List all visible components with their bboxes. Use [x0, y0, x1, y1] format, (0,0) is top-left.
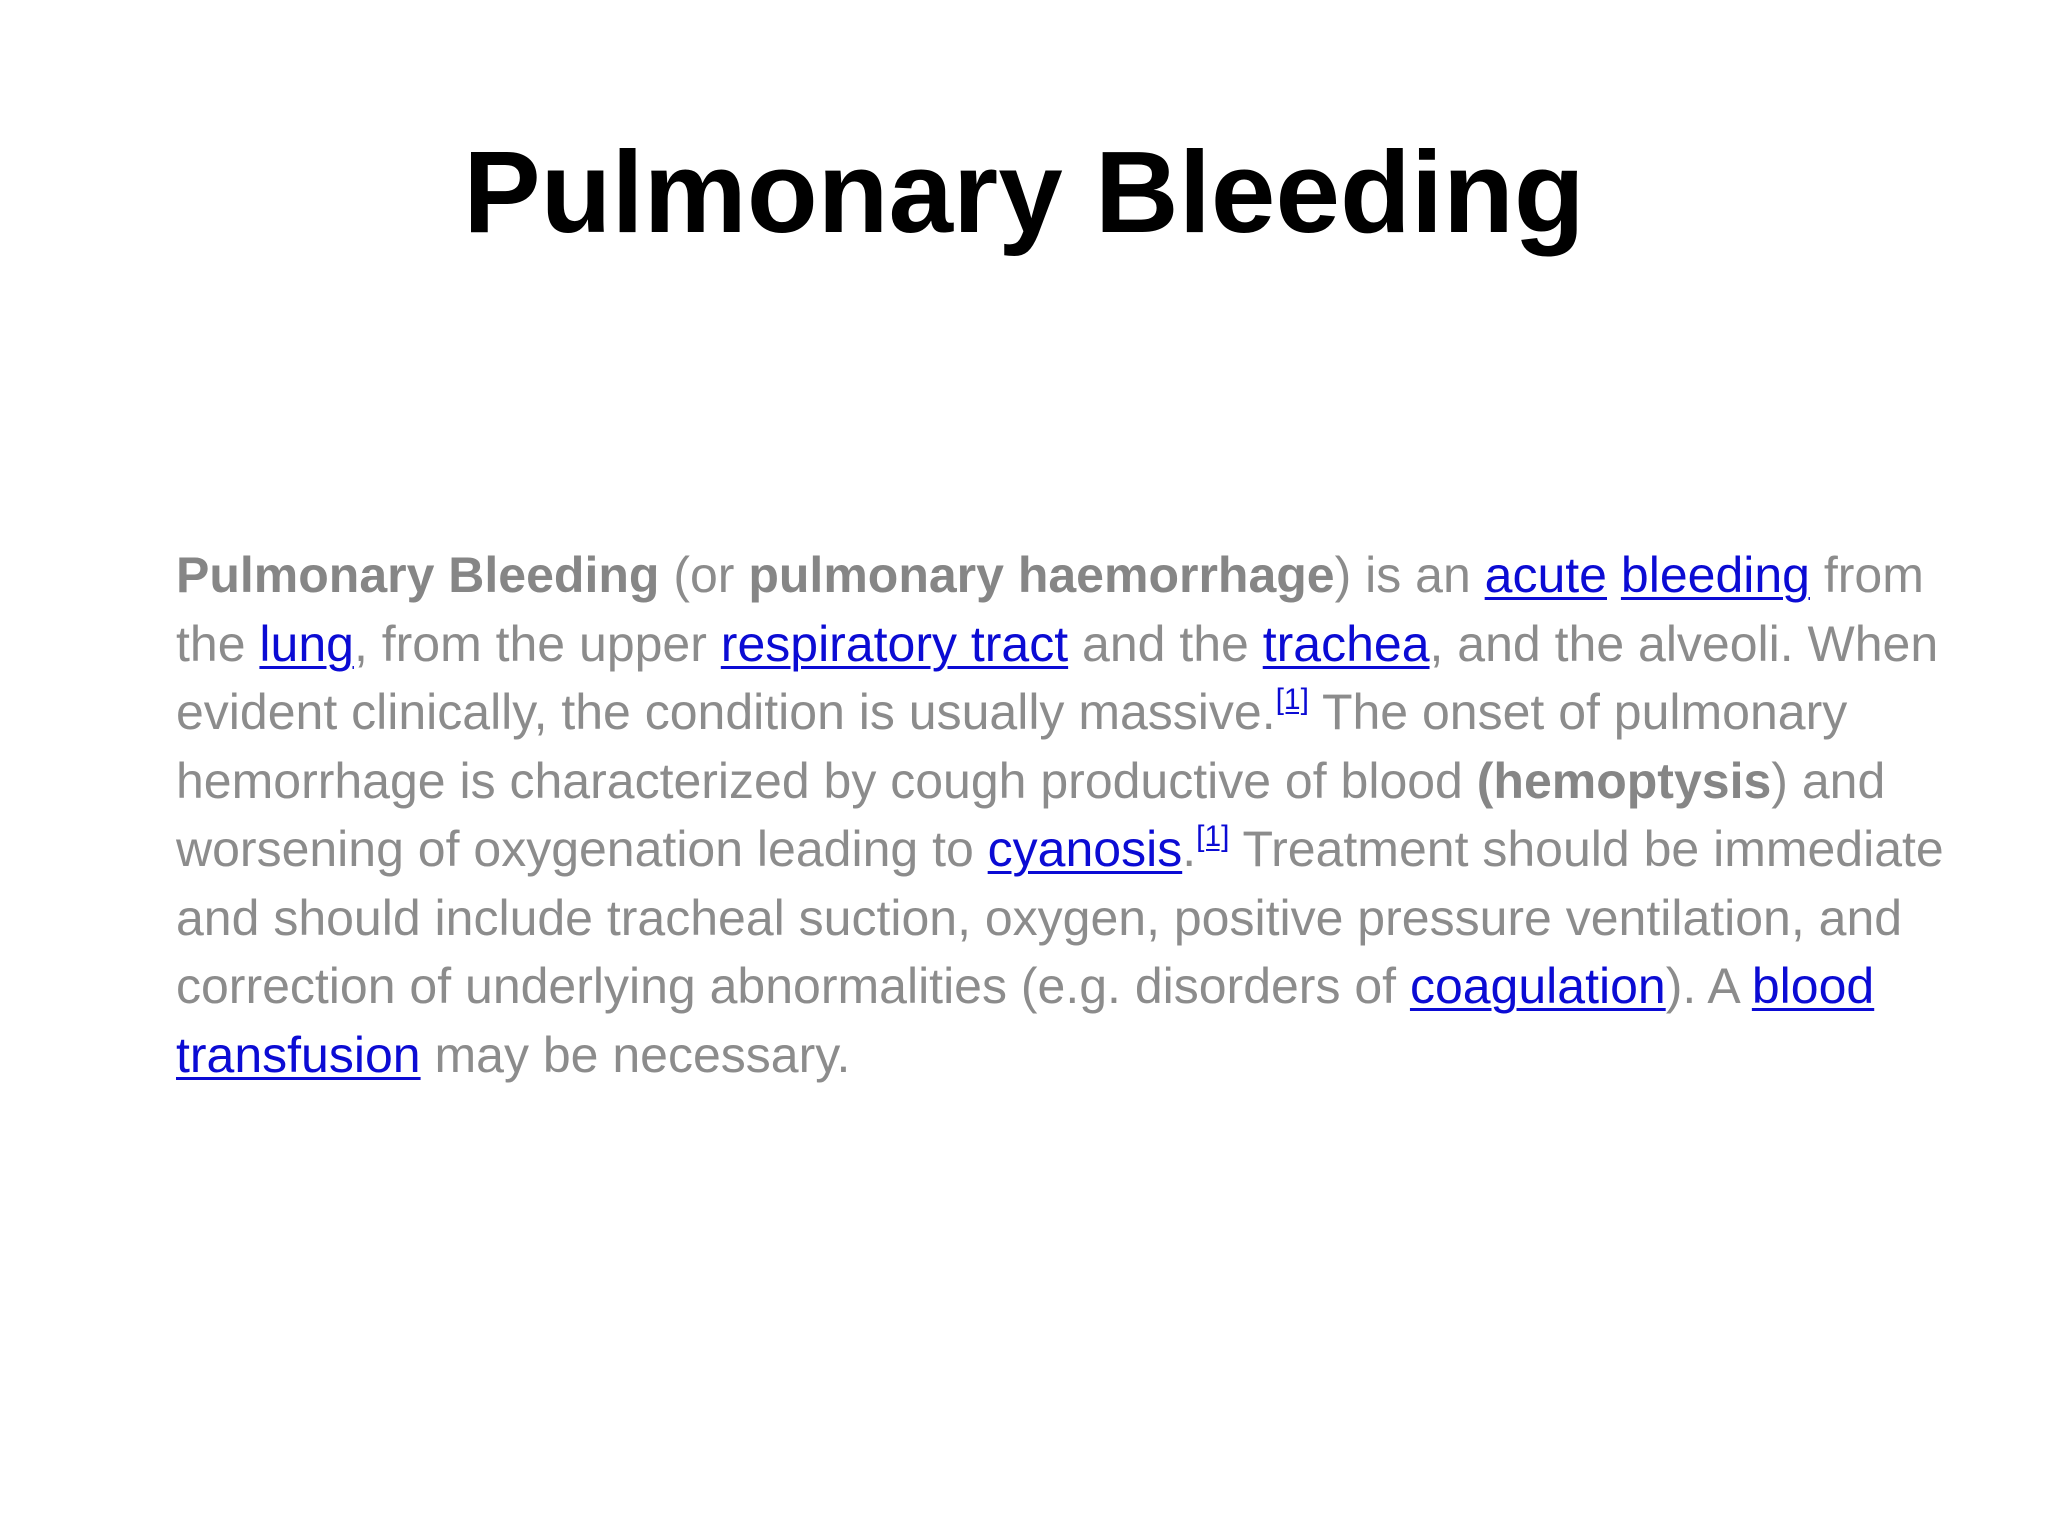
link-bleeding[interactable]: bleeding	[1620, 547, 1810, 603]
text-segment: ) and worsening of oxygenation leading to	[176, 752, 1886, 877]
text-segment	[1607, 547, 1621, 603]
citation-link-1b[interactable]: [1]	[1196, 820, 1230, 853]
text-segment: .	[1182, 821, 1197, 877]
citation-1b	[1196, 820, 1229, 853]
text-segment: , and the alveoli. When evident clinically, the condition is usually massive.	[176, 615, 1939, 740]
text-segment: from the	[176, 547, 1924, 672]
link-respiratory-tract[interactable]: respiratory tract	[720, 615, 1069, 672]
text-segment: (or	[659, 547, 749, 603]
term-pulmonary-haemorrhage: pulmonary haemorrhage	[748, 547, 1335, 603]
text-segment: ). A	[1665, 958, 1752, 1014]
text-segment: and the	[1068, 615, 1263, 672]
citation-link-1a[interactable]: [1]	[1275, 683, 1309, 716]
body-paragraph	[176, 541, 1956, 1089]
link-acute[interactable]: acute	[1484, 547, 1607, 603]
link-coagulation[interactable]: coagulation	[1409, 958, 1666, 1014]
text-segment: ) is an	[1334, 547, 1485, 603]
text-segment: The onset of pulmonary hemorrhage is characterized by cough productive of blood	[176, 684, 1848, 809]
citation-1a	[1276, 683, 1309, 716]
link-blood-transfusion[interactable]: blood transfusion	[176, 958, 1875, 1083]
text-segment: , from the upper	[353, 615, 721, 672]
link-lung[interactable]: lung	[259, 615, 354, 672]
term-hemoptysis: (hemoptysis	[1476, 752, 1772, 809]
text-segment: may be necessary.	[420, 1026, 851, 1083]
link-cyanosis[interactable]: cyanosis	[987, 821, 1183, 877]
term-pulmonary-bleeding: Pulmonary Bleeding	[176, 547, 660, 603]
link-trachea[interactable]: trachea	[1262, 615, 1430, 672]
slide-title: Pulmonary Bleeding	[463, 127, 1585, 257]
text-segment: Treatment should be immediate and should include tracheal suction, oxygen, positive pressure ventilation, and correction of underlying abnormalities (e.g. disorders of	[176, 821, 1944, 1014]
